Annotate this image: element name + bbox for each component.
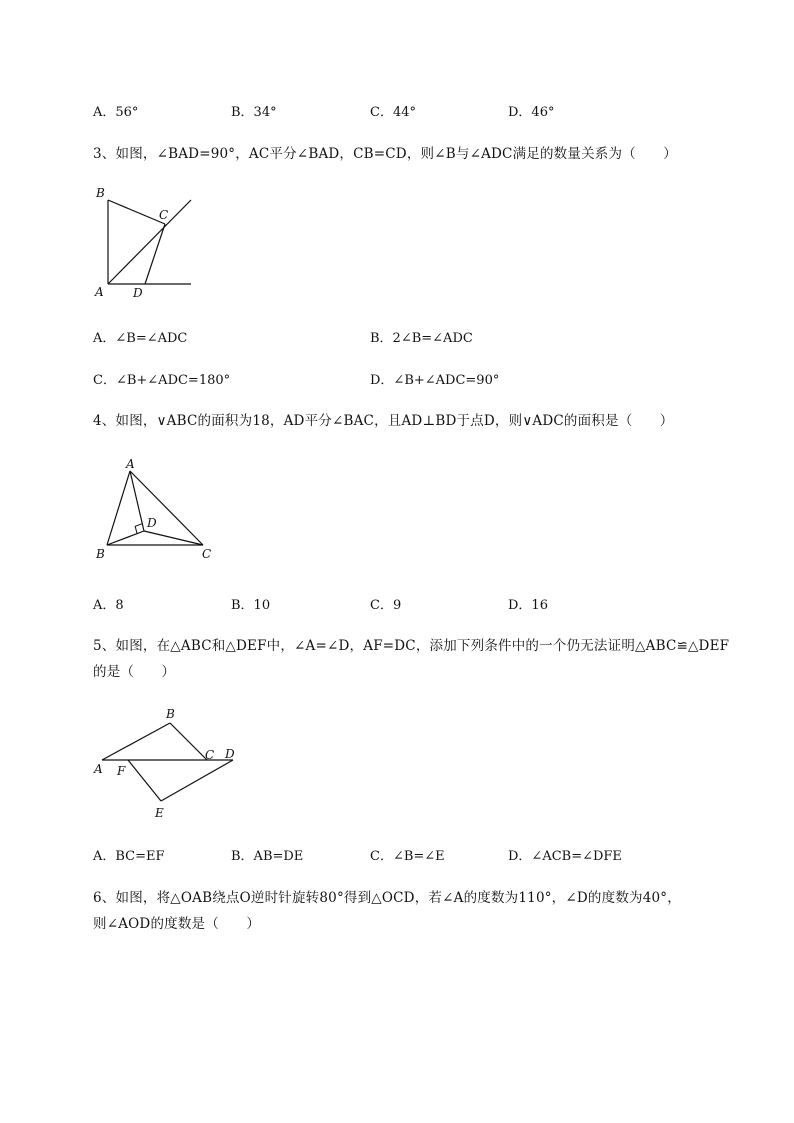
q3-stem: 3、如图，∠BAD=90°，AC平分∠BAD，CB=CD，则∠B与∠ADC满足的数量关系为（ ）: [93, 146, 677, 162]
q4-option-d: D．16: [508, 598, 548, 613]
q4-label-b: B: [96, 547, 105, 561]
q5-line-fe: [128, 760, 161, 801]
q2-option-a: A．56°: [93, 105, 139, 120]
q4-stem: 4、如图，∨ABC的面积为18，AD平分∠BAC，且AD⊥BD于点D，则∨ADC的面积是（ ）: [93, 413, 674, 429]
q5-label-f: F: [117, 764, 126, 778]
q4-label-c: C: [202, 547, 212, 561]
q3-option-c: C．∠B+∠ADC=180°: [93, 373, 231, 388]
q5-stem-line1: 5、如图，在△ABC和△DEF中，∠A=∠D，AF=DC，添加下列条件中的一个仍无法证明△ABC≌△DEF: [93, 638, 730, 654]
q4-figure: [90, 455, 220, 563]
q3-option-d: D．∠B+∠ADC=90°: [370, 373, 500, 388]
q4-label-a: A: [126, 457, 135, 471]
q5-stem-line2: 的是（ ）: [93, 664, 176, 680]
q5-option-a: A．BC=EF: [93, 849, 165, 864]
q4-line-dc: [144, 531, 203, 545]
q3-label-b: B: [96, 186, 105, 200]
q2-option-c: C．44°: [370, 105, 416, 120]
q3-option-a: A．∠B=∠ADC: [93, 331, 188, 346]
q5-line-ab: [102, 723, 170, 760]
q4-option-b: B．10: [231, 598, 271, 613]
q3-label-d: D: [133, 286, 143, 300]
q2-option-d: D．46°: [508, 105, 555, 120]
q5-option-c: C．∠B=∠E: [370, 849, 445, 864]
q6-stem-line1: 6、如图，将△OAB绕点O逆时针旋转80°得到△OCD，若∠A的度数为110°，∠D的度数为40°，: [93, 890, 681, 906]
q3-option-b: B．2∠B=∠ADC: [370, 331, 473, 346]
q4-label-d: D: [147, 516, 157, 530]
q5-label-e: E: [155, 806, 164, 820]
q3-figure: [90, 182, 200, 302]
q3-label-c: C: [159, 208, 169, 222]
q5-label-a: A: [94, 762, 103, 776]
q5-option-d: D．∠ACB=∠DFE: [508, 849, 622, 864]
q3-line-cd: [145, 224, 165, 284]
q4-line-ad: [130, 471, 144, 531]
q2-option-b: B．34°: [231, 105, 277, 120]
q3-line-bc: [108, 200, 165, 224]
q4-option-a: A．8: [93, 598, 124, 613]
q3-label-a: A: [95, 285, 104, 299]
q5-label-d: D: [225, 747, 235, 761]
q5-line-bc: [170, 723, 207, 760]
q5-option-b: B．AB=DE: [231, 849, 304, 864]
q6-stem-line2: 则∠AOD的度数是（ ）: [93, 916, 261, 932]
q4-line-ac: [130, 471, 203, 545]
q4-line-bd: [107, 531, 144, 545]
q5-line-ed: [161, 760, 233, 801]
q5-figure: [90, 705, 240, 820]
q5-label-b: B: [166, 707, 175, 721]
q4-option-c: C．9: [370, 598, 402, 613]
q5-label-c: C: [205, 748, 215, 762]
q4-line-ab: [107, 471, 130, 545]
